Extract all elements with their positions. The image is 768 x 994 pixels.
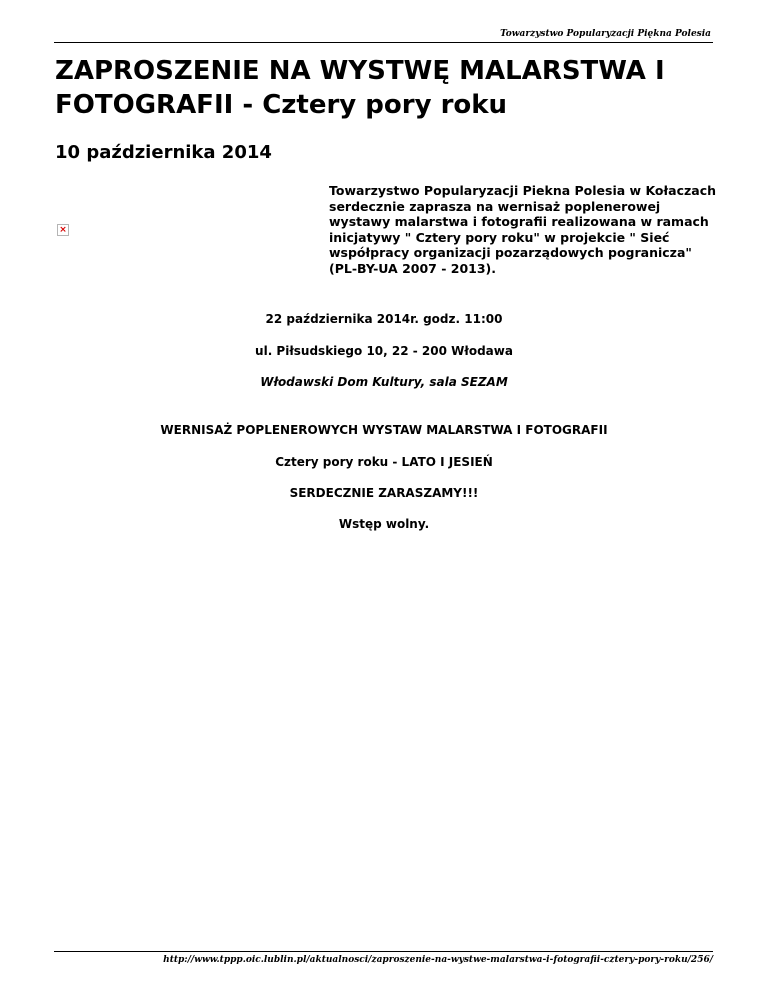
- entry-info: Wstęp wolny.: [338, 517, 430, 531]
- event-address: ul. Piłsudskiego 10, 22 - 200 Włodawa: [255, 344, 513, 358]
- footer-divider: [54, 951, 713, 952]
- article-date: 10 października 2014: [55, 142, 272, 163]
- event-datetime: 22 października 2014r. godz. 11:00: [265, 312, 503, 326]
- invitation-text: SERDECZNIE ZARASZAMY!!!: [289, 486, 479, 500]
- event-subtitle: Cztery pory roku - LATO I JESIEŃ: [275, 455, 493, 469]
- broken-image-icon: ×: [57, 224, 69, 236]
- site-name-header: Towarzystwo Popularyzacji Piękna Polesia: [500, 29, 711, 39]
- event-title: WERNISAŻ POPLENEROWYCH WYSTAW MALARSTWA I FOTOGRAFII: [160, 423, 608, 437]
- footer-url: http://www.tppp.oic.lublin.pl/aktualnosci/zaproszenie-na-wystwe-malarstwa-i-fotografii-cztery-pory-roku/256/: [163, 955, 713, 965]
- header-divider: [54, 42, 713, 43]
- intro-paragraph: Towarzystwo Popularyzacji Piekna Polesia w Kołaczach serdecznie zaprasza na wernisaż poplenerowej wystawy malarstwa i fotografii realizowana w ramach inicjatywy " Cztery pory roku" w projekcie " Sieć współpracy organizacji pozarządowych pogranicza" (PL-BY-UA 2007 - 2013).: [329, 183, 716, 276]
- page-title: ZAPROSZENIE NA WYSTWĘ MALARSTWA I FOTOGRAFII - Cztery pory roku: [55, 56, 665, 120]
- event-venue: Włodawski Dom Kultury, sala SEZAM: [260, 375, 508, 389]
